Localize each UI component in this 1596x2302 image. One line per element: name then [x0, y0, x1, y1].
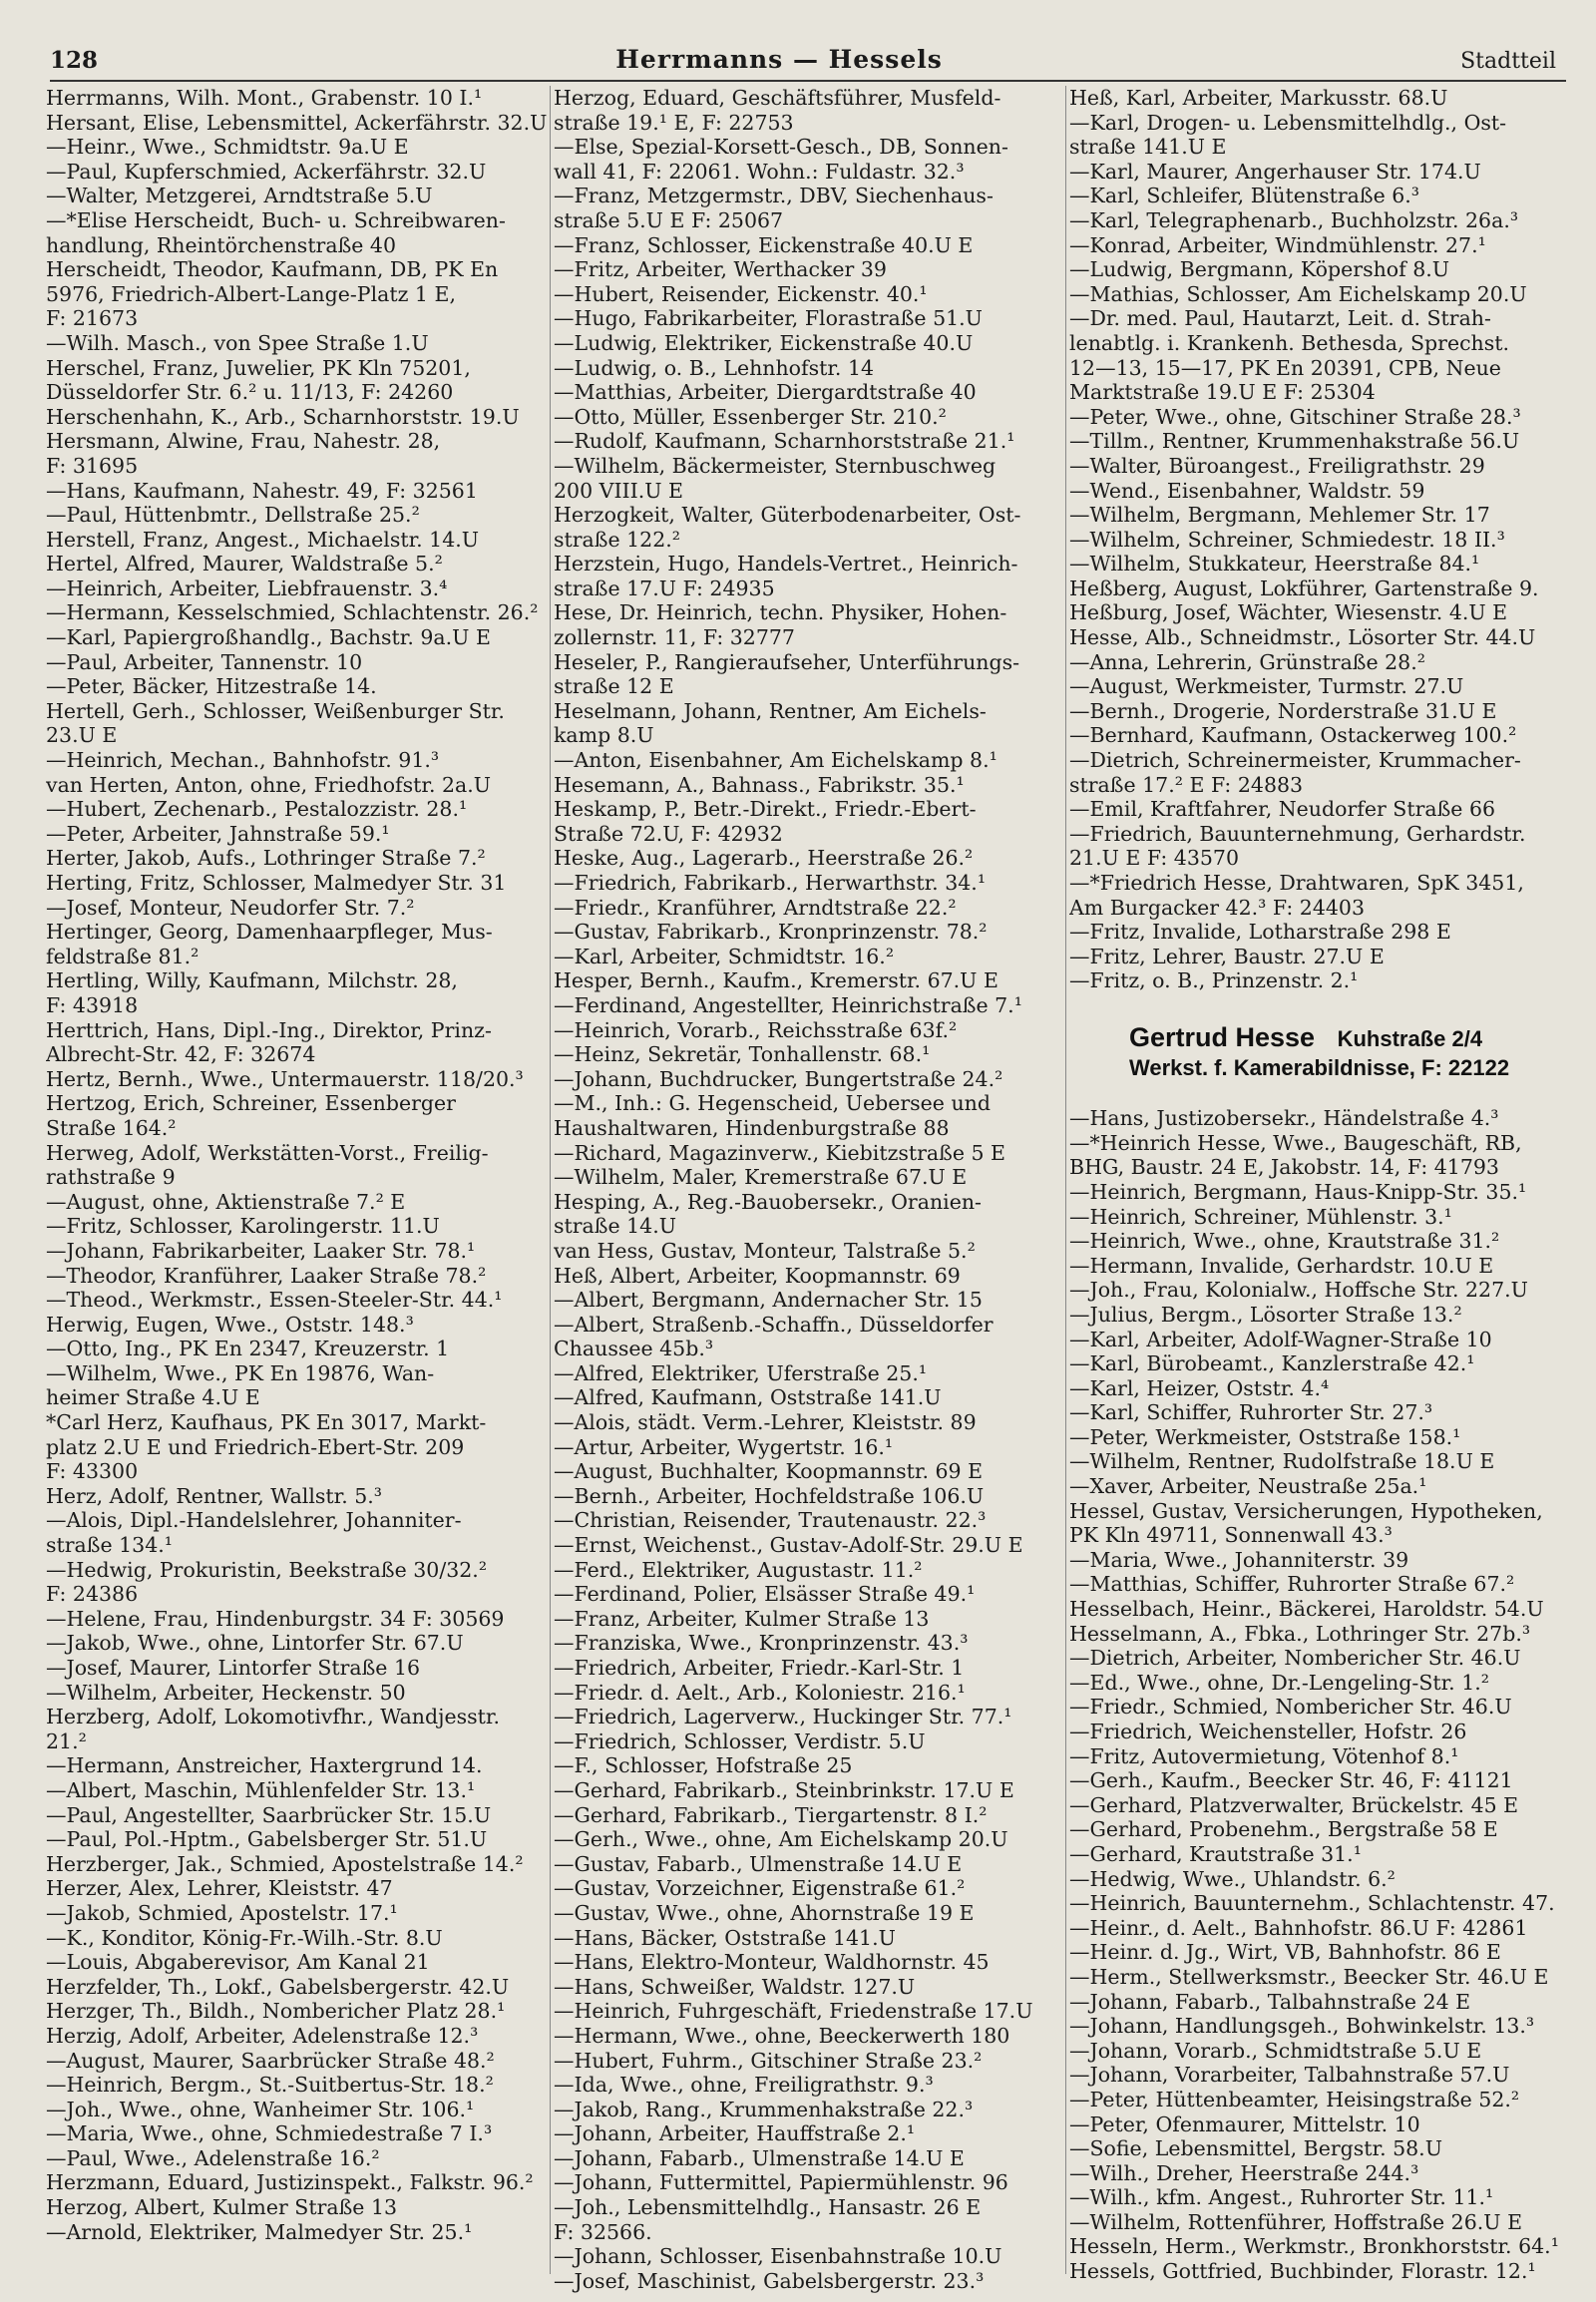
- directory-line: —Ferd., Elektriker, Augustastr. 11.²: [554, 1557, 923, 1582]
- directory-line: —M., Inh.: G. Hegenscheid, Uebersee und: [554, 1091, 991, 1116]
- directory-line: —Heinr., Wwe., Schmidtstr. 9a.U E: [46, 135, 409, 160]
- directory-line: Heseler, P., Rangieraufseher, Unterführungs-: [554, 649, 1020, 674]
- directory-line: 12—13, 15—17, PK En 20391, CPB, Neue: [1069, 355, 1501, 380]
- directory-line: Heßburg, Josef, Wächter, Wiesenstr. 4.U E: [1069, 600, 1508, 625]
- directory-line: —Hans, Justizobersekr., Händelstraße 4.³: [1069, 1106, 1499, 1131]
- directory-line: Am Burgacker 42.³ F: 24403: [1069, 895, 1365, 920]
- directory-line: straße 141.U E: [1069, 135, 1227, 160]
- directory-line: —Friedrich, Lagerverw., Huckinger Str. 77.¹: [554, 1705, 1012, 1729]
- directory-line: —August, Werkmeister, Turmstr. 27.U: [1069, 674, 1464, 699]
- directory-line: straße 5.U E F: 25067: [554, 207, 784, 232]
- directory-line: —Johann, Fabarb., Talbahnstraße 24 E: [1069, 1989, 1471, 2014]
- directory-line: —Heinr. d. Jg., Wirt, VB, Bahnhofstr. 86 E: [1069, 1940, 1501, 1965]
- directory-line: Albrecht-Str. 42, F: 32674: [46, 1042, 316, 1067]
- directory-line: Hersmann, Alwine, Frau, Nahestr. 28,: [46, 429, 441, 454]
- directory-line: —Wilh. Masch., von Spee Straße 1.U: [46, 330, 429, 355]
- directory-line: —Paul, Pol.-Hptm., Gabelsberger Str. 51.U: [46, 1827, 488, 1852]
- directory-line: straße 17.² E F: 24883: [1069, 772, 1304, 797]
- column-middle: [554, 86, 1062, 2293]
- directory-line: Hertel, Alfred, Maurer, Waldstraße 5.²: [46, 552, 443, 576]
- directory-line: —Jakob, Wwe., ohne, Lintorfer Str. 67.U: [46, 1631, 464, 1656]
- directory-line: —Heinrich, Arbeiter, Liebfrauenstr. 3.⁴: [46, 576, 448, 600]
- column-divider: [550, 86, 551, 2274]
- directory-line: straße 134.¹: [46, 1533, 173, 1558]
- directory-line: —Hans, Schweißer, Waldstr. 127.U: [554, 1974, 916, 1999]
- directory-line: Herttrich, Hans, Dipl.-Ing., Direktor, Prinz-: [46, 1017, 492, 1042]
- directory-line: —Joh., Lebensmittelhdlg., Hansastr. 26 E: [554, 2195, 982, 2220]
- directory-line: —*Elise Herscheidt, Buch- u. Schreibwaren-: [46, 207, 506, 232]
- directory-line: —August, ohne, Aktienstraße 7.² E: [46, 1189, 406, 1214]
- directory-line: —Johann, Fabarb., Ulmenstraße 14.U E: [554, 2145, 965, 2170]
- directory-line: —Gerhard, Fabrikarb., Tiergartenstr. 8 I.²: [554, 1802, 988, 1827]
- directory-line: —Christian, Reisender, Trautenaustr. 22.³: [554, 1508, 987, 1533]
- directory-line: Hertling, Willy, Kaufmann, Milchstr. 28,: [46, 968, 458, 993]
- column-right: [1069, 86, 1588, 2284]
- directory-line: Hertz, Bernh., Wwe., Untermauerstr. 118/20.³: [46, 1066, 524, 1091]
- directory-line: —Anna, Lehrerin, Grünstraße 28.²: [1069, 649, 1425, 674]
- directory-line: —Ludwig, Elektriker, Eickenstraße 40.U: [554, 330, 974, 355]
- directory-line: —Franziska, Wwe., Kronprinzenstr. 43.³: [554, 1631, 969, 1656]
- directory-line: —Wilhelm, Wwe., PK En 19876, Wan-: [46, 1360, 435, 1385]
- header-rule: [50, 80, 1566, 82]
- directory-line: —Walter, Metzgerei, Arndtstraße 5.U: [46, 184, 433, 208]
- directory-line: —Xaver, Arbeiter, Neustraße 25a.¹: [1069, 1474, 1427, 1499]
- directory-line: PK Kln 49711, Sonnenwall 43.³: [1069, 1523, 1393, 1548]
- directory-line: —Friedrich, Weichensteller, Hofstr. 26: [1069, 1720, 1467, 1743]
- directory-line: 21.U E F: 43570: [1069, 846, 1240, 871]
- directory-line: Herzger, Th., Bildh., Nombericher Platz 28.¹: [46, 1999, 506, 2024]
- directory-line: Straße 72.U, F: 42932: [554, 821, 783, 846]
- section-label: Stadtteil: [1460, 49, 1556, 74]
- directory-line: handlung, Rheintörchenstraße 40: [46, 232, 397, 257]
- directory-line: —Alfred, Elektriker, Uferstraße 25.¹: [554, 1360, 928, 1385]
- directory-line: —Ferdinand, Angestellter, Heinrichstraße 7.¹: [554, 992, 1022, 1017]
- directory-line: —Mathias, Schlosser, Am Eichelskamp 20.U: [1069, 281, 1527, 306]
- column-divider: [1065, 86, 1066, 2274]
- directory-line: —Herm., Stellwerksmstr., Beecker Str. 46.U E: [1069, 1964, 1549, 1989]
- directory-line: —Paul, Wwe., Adelenstraße 16.²: [46, 2145, 380, 2170]
- directory-line: —Karl, Schleifer, Blütenstraße 6.³: [1069, 184, 1419, 208]
- directory-line: —Gerhard, Fabrikarb., Steinbrinkstr. 17.U E: [554, 1777, 1014, 1802]
- directory-line: —Ludwig, o. B., Lehnhofstr. 14: [554, 355, 875, 380]
- directory-line: Herzberger, Jak., Schmied, Apostelstraße 14.²: [46, 1851, 524, 1876]
- directory-line: —Otto, Müller, Essenberger Str. 210.²: [554, 404, 947, 429]
- directory-line: 21.²: [46, 1728, 87, 1753]
- directory-line: Straße 164.²: [46, 1115, 177, 1140]
- directory-line: feldstraße 81.²: [46, 944, 200, 968]
- directory-line: —Fritz, Lehrer, Baustr. 27.U E: [1069, 944, 1385, 968]
- directory-line: —Josef, Maurer, Lintorfer Straße 16: [46, 1656, 421, 1680]
- directory-line: —Peter, Wwe., ohne, Gitschiner Straße 28.³: [1069, 404, 1521, 429]
- directory-line: Herting, Fritz, Schlosser, Malmedyer Str. 31: [46, 871, 507, 895]
- directory-line: —Wilhelm, Stukkateur, Heerstraße 84.¹: [1069, 552, 1480, 576]
- directory-line: —Fritz, Invalide, Lotharstraße 298 E: [1069, 920, 1451, 945]
- directory-line: —Gerhard, Platzverwalter, Brückelstr. 45 E: [1069, 1792, 1519, 1817]
- directory-line: Herzog, Albert, Kulmer Straße 13: [46, 2195, 398, 2220]
- directory-line: —Helene, Frau, Hindenburgstr. 34 F: 30569: [46, 1606, 505, 1631]
- directory-line: —Karl, Telegraphenarb., Buchholzstr. 26a.³: [1069, 207, 1519, 232]
- directory-line: Herzer, Alex, Lehrer, Kleiststr. 47: [46, 1876, 393, 1901]
- directory-line: —Rudolf, Kaufmann, Scharnhorststraße 21.¹: [554, 429, 1015, 454]
- directory-line: —Alois, städt. Verm.-Lehrer, Kleiststr. 89: [554, 1410, 977, 1435]
- directory-line: —Karl, Papiergroßhandlg., Bachstr. 9a.U E: [46, 625, 491, 650]
- directory-line: kamp 8.U: [554, 723, 654, 748]
- directory-line: —Josef, Maschinist, Gabelsbergerstr. 23.³: [554, 2268, 985, 2293]
- directory-line: Herstell, Franz, Angest., Michaelstr. 14.U: [46, 527, 480, 552]
- directory-line: —Paul, Kupferschmied, Ackerfährstr. 32.U: [46, 159, 487, 184]
- directory-line: —Friedr., Kranführer, Arndtstraße 22.²: [554, 895, 957, 920]
- directory-line: —Johann, Schlosser, Eisenbahnstraße 10.U: [554, 2244, 1002, 2269]
- directory-line: —Albert, Maschin, Mühlenfelder Str. 13.¹: [46, 1777, 476, 1802]
- directory-line: Chaussee 45b.³: [554, 1337, 714, 1361]
- directory-line: —Wilhelm, Bergmann, Mehlemer Str. 17: [1069, 503, 1490, 528]
- directory-line: —Heinrich, Wwe., ohne, Krautstraße 31.²: [1069, 1229, 1500, 1254]
- directory-line: —Franz, Schlosser, Eickenstraße 40.U E: [554, 232, 974, 257]
- directory-line: —Gerhard, Probenehm., Bergstraße 58 E: [1069, 1817, 1498, 1842]
- directory-line: —Albert, Bergmann, Andernacher Str. 15: [554, 1288, 983, 1313]
- directory-line: —Johann, Buchdrucker, Bungertstraße 24.²: [554, 1066, 1003, 1091]
- directory-line: —Karl, Arbeiter, Schmidtstr. 16.²: [554, 944, 895, 968]
- directory-line: Hertell, Gerh., Schlosser, Weißenburger Str.: [46, 698, 505, 723]
- directory-line: —Gustav, Fabrikarb., Kronprinzenstr. 78.²: [554, 920, 988, 945]
- directory-line: F: 43300: [46, 1459, 139, 1484]
- directory-line: —Ed., Wwe., ohne, Dr.-Lengeling-Str. 1.²: [1069, 1670, 1489, 1695]
- directory-line: —Johann, Vorarbeiter, Talbahnstraße 57.U: [1069, 2063, 1510, 2088]
- directory-line: —Arnold, Elektriker, Malmedyer Str. 25.¹: [46, 2219, 473, 2244]
- directory-line: lenabtlg. i. Krankenh. Bethesda, Sprechst.: [1069, 330, 1510, 355]
- directory-line: —Heinrich, Vorarb., Reichsstraße 63f.²: [554, 1017, 958, 1042]
- directory-line: Herschenhahn, K., Arb., Scharnhorststr. 19.U: [46, 404, 520, 429]
- directory-line: —Heinrich, Bergmann, Haus-Knipp-Str. 35.¹: [1069, 1179, 1527, 1204]
- directory-line: straße 122.²: [554, 527, 680, 552]
- directory-line: —Karl, Arbeiter, Adolf-Wagner-Straße 10: [1069, 1327, 1492, 1351]
- directory-line: —Wilhelm, Rottenführer, Hoffstraße 26.U E: [1069, 2209, 1523, 2234]
- directory-line: —Heinr., d. Aelt., Bahnhofstr. 86.U F: 42861: [1069, 1915, 1528, 1940]
- directory-line: —Fritz, Schlosser, Karolingerstr. 11.U: [46, 1214, 440, 1239]
- directory-line: —Hermann, Wwe., ohne, Beeckerwerth 180: [554, 2023, 1010, 2048]
- advertisement-box: [1129, 1021, 1588, 1080]
- directory-line: van Hess, Gustav, Monteur, Talstraße 5.²: [554, 1238, 976, 1263]
- directory-line: Herweg, Adolf, Werkstätten-Vorst., Freilig-: [46, 1140, 489, 1165]
- directory-line: —Richard, Magazinverw., Kiebitzstraße 5 E: [554, 1140, 1006, 1165]
- column-right-upper: [1069, 86, 1588, 993]
- directory-line: —Albert, Straßenb.-Schaffn., Düsseldorfer: [554, 1312, 994, 1337]
- directory-line: Hesper, Bernh., Kaufm., Kremerstr. 67.U E: [554, 968, 998, 993]
- directory-line: —*Heinrich Hesse, Wwe., Baugeschäft, RB,: [1069, 1130, 1522, 1155]
- directory-line: —Johann, Vorarb., Schmidtstraße 5.U E: [1069, 2038, 1482, 2063]
- directory-line: —Gerh., Kaufm., Beecker Str. 46, F: 41121: [1069, 1768, 1513, 1793]
- directory-line: —Paul, Hüttenbmtr., Dellstraße 25.²: [46, 503, 420, 528]
- directory-line: Hesemann, A., Bahnass., Fabrikstr. 35.¹: [554, 772, 965, 797]
- directory-line: —Fritz, Autovermietung, Vötenhof 8.¹: [1069, 1743, 1459, 1768]
- directory-line: —Johann, Futtermittel, Papiermühlenstr. 96: [554, 2170, 1008, 2195]
- directory-line: —Dietrich, Arbeiter, Nombericher Str. 46.U: [1069, 1646, 1521, 1671]
- directory-line: Hesselmann, A., Fbka., Lothringer Str. 27b.³: [1069, 1621, 1531, 1646]
- directory-line: straße 17.U F: 24935: [554, 576, 775, 600]
- directory-line: —Karl, Drogen- u. Lebensmittelhdlg., Ost-: [1069, 110, 1507, 135]
- directory-line: straße 19.¹ E, F: 22753: [554, 110, 794, 135]
- directory-line: Herter, Jakob, Aufs., Lothringer Straße 7.²: [46, 846, 486, 871]
- directory-line: —Wilhelm, Arbeiter, Heckenstr. 50: [46, 1680, 406, 1705]
- directory-line: —Franz, Metzgermstr., DBV, Siechenhaus-: [554, 184, 994, 208]
- directory-line: —Karl, Maurer, Angerhauser Str. 174.U: [1069, 159, 1481, 184]
- directory-line: Hessel, Gustav, Versicherungen, Hypotheken,: [1069, 1498, 1543, 1523]
- directory-line: —Karl, Bürobeamt., Kanzlerstraße 42.¹: [1069, 1351, 1475, 1376]
- directory-line: —Fritz, Arbeiter, Werthacker 39: [554, 257, 887, 282]
- directory-line: Heß, Karl, Arbeiter, Markusstr. 68.U: [1069, 86, 1448, 110]
- directory-line: —Hans, Kaufmann, Nahestr. 49, F: 32561: [46, 478, 478, 503]
- directory-line: —Ernst, Weichenst., Gustav-Adolf-Str. 29.U E: [554, 1533, 1023, 1558]
- directory-line: —Theodor, Kranführer, Laaker Straße 78.²: [46, 1263, 487, 1288]
- directory-line: —Anton, Eisenbahner, Am Eichelskamp 8.¹: [554, 748, 998, 773]
- directory-line: —Joh., Frau, Kolonialw., Hoffsche Str. 227.U: [1069, 1278, 1528, 1303]
- directory-line: —Wilhelm, Bäckermeister, Sternbuschweg: [554, 453, 997, 478]
- directory-line: rathstraße 9: [46, 1165, 176, 1190]
- directory-line: —Hermann, Invalide, Gerhardstr. 10.U E: [1069, 1253, 1494, 1278]
- directory-line: straße 14.U: [554, 1214, 676, 1239]
- directory-line: —Paul, Arbeiter, Tannenstr. 10: [46, 649, 363, 674]
- directory-line: —Johann, Handlungsgeh., Bohwinkelstr. 13.³: [1069, 2014, 1535, 2039]
- directory-line: Haushaltwaren, Hindenburgstraße 88: [554, 1115, 950, 1140]
- directory-line: BHG, Baustr. 24 E, Jakobstr. 14, F: 41793: [1069, 1155, 1499, 1180]
- directory-line: —Peter, Ofenmaurer, Mittelstr. 10: [1069, 2111, 1420, 2136]
- directory-line: —Bernh., Arbeiter, Hochfeldstraße 106.U: [554, 1483, 985, 1508]
- directory-line: —Heinz, Sekretär, Tonhallenstr. 68.¹: [554, 1042, 931, 1067]
- directory-line: Herzfelder, Th., Lokf., Gabelsbergerstr. 42.U: [46, 1974, 510, 1999]
- directory-line: Hesse, Alb., Schneidmstr., Lösorter Str. 44.U: [1069, 625, 1536, 650]
- directory-line: Herschel, Franz, Juwelier, PK Kln 75201,: [46, 355, 471, 380]
- directory-line: Herrmanns, Wilh. Mont., Grabenstr. 10 I.¹: [46, 86, 483, 110]
- directory-line: —Dietrich, Schreinermeister, Krummacher-: [1069, 748, 1521, 773]
- directory-line: —Fritz, o. B., Prinzenstr. 2.¹: [1069, 968, 1359, 993]
- directory-line: —Matthias, Schiffer, Ruhrorter Straße 67.²: [1069, 1572, 1515, 1597]
- directory-line: —Maria, Wwe., ohne, Schmiedestraße 7 I.³: [46, 2121, 493, 2146]
- directory-line: —August, Buchhalter, Koopmannstr. 69 E: [554, 1459, 984, 1484]
- directory-line: —Maria, Wwe., Johanniterstr. 39: [1069, 1547, 1409, 1572]
- directory-line: Herzstein, Hugo, Handels-Vertret., Heinrich-: [554, 552, 1018, 576]
- directory-line: —Tillm., Rentner, Krummenhakstraße 56.U: [1069, 429, 1520, 454]
- directory-line: —Hans, Bäcker, Oststraße 141.U: [554, 1925, 896, 1950]
- directory-line: —Ida, Wwe., ohne, Freiligrathstr. 9.³: [554, 2073, 934, 2098]
- directory-line: straße 12 E: [554, 674, 674, 699]
- ad-tagline: Werkst. f. Kamerabildnisse, F: 22122: [1129, 1054, 1510, 1080]
- directory-line: —Peter, Werkmeister, Oststraße 158.¹: [1069, 1424, 1461, 1449]
- directory-line: —Bernhard, Kaufmann, Ostackerweg 100.²: [1069, 723, 1517, 748]
- directory-line: —Artur, Arbeiter, Wygertstr. 16.¹: [554, 1434, 894, 1459]
- directory-line: —Friedrich, Arbeiter, Friedr.-Karl-Str. 1: [554, 1656, 965, 1680]
- directory-line: —Heinrich, Fuhrgeschäft, Friedenstraße 17.U: [554, 1999, 1033, 2024]
- directory-line: —Hubert, Zechenarb., Pestalozzistr. 28.¹: [46, 797, 468, 822]
- directory-line: 5976, Friedrich-Albert-Lange-Platz 1 E,: [46, 281, 456, 306]
- directory-line: —Johann, Fabrikarbeiter, Laaker Str. 78.¹: [46, 1238, 476, 1263]
- directory-line: —Alfred, Kaufmann, Oststraße 141.U: [554, 1385, 942, 1410]
- directory-line: —Theod., Werkmstr., Essen-Steeler-Str. 44.¹: [46, 1288, 503, 1313]
- directory-line: Heskamp, P., Betr.-Direkt., Friedr.-Ebert-: [554, 797, 977, 822]
- directory-line: F: 31695: [46, 453, 139, 478]
- directory-line: —Karl, Schiffer, Ruhrorter Str. 27.³: [1069, 1400, 1433, 1425]
- directory-line: —Matthias, Arbeiter, Diergardtstraße 40: [554, 380, 977, 405]
- directory-line: —Karl, Heizer, Oststr. 4.⁴: [1069, 1375, 1330, 1400]
- directory-line: —Paul, Angestellter, Saarbrücker Str. 15.U: [46, 1802, 492, 1827]
- directory-line: —August, Maurer, Saarbrücker Straße 48.²: [46, 2048, 495, 2073]
- directory-line: Herz, Adolf, Rentner, Wallstr. 5.³: [46, 1483, 383, 1508]
- directory-line: *Carl Herz, Kaufhaus, PK En 3017, Markt-: [46, 1410, 487, 1435]
- directory-line: —Bernh., Drogerie, Norderstraße 31.U E: [1069, 698, 1497, 723]
- directory-line: —Heinrich, Bergm., St.-Suitbertus-Str. 18.²: [46, 2073, 494, 2098]
- directory-line: —Hans, Elektro-Monteur, Waldhornstr. 45: [554, 1950, 990, 1975]
- ad-headline: [1129, 1021, 1588, 1052]
- directory-line: van Herten, Anton, ohne, Friedhofstr. 2a.U: [46, 772, 492, 797]
- directory-line: Herzberg, Adolf, Lokomotivfhr., Wandjesstr.: [46, 1705, 500, 1729]
- page-number: 128: [50, 47, 99, 74]
- directory-line: —Joh., Wwe., ohne, Wanheimer Str. 106.¹: [46, 2097, 475, 2121]
- directory-line: —Heinrich, Bauunternehm., Schlachtenstr. 47.: [1069, 1891, 1555, 1916]
- directory-line: heimer Straße 4.U E: [46, 1385, 260, 1410]
- directory-line: —Friedrich, Bauunternehmung, Gerhardstr.: [1069, 821, 1526, 846]
- directory-line: Herzog, Eduard, Geschäftsführer, Musfeld-: [554, 86, 1001, 110]
- directory-line: —Louis, Abgaberevisor, Am Kanal 21: [46, 1950, 430, 1975]
- directory-line: —Friedrich, Schlosser, Verdistr. 5.U: [554, 1728, 926, 1753]
- directory-line: —Gustav, Vorzeichner, Eigenstraße 61.²: [554, 1876, 966, 1901]
- directory-line: —Julius, Bergm., Lösorter Straße 13.²: [1069, 1302, 1462, 1327]
- directory-line: —Dr. med. Paul, Hautarzt, Leit. d. Strah-: [1069, 306, 1491, 331]
- directory-line: —Josef, Monteur, Neudorfer Str. 7.²: [46, 895, 415, 920]
- ad-address: Kuhstraße 2/4: [1337, 1025, 1483, 1051]
- directory-line: —Jakob, Rang., Krummenhakstraße 22.³: [554, 2097, 974, 2121]
- directory-line: Hertzog, Erich, Schreiner, Essenberger: [46, 1091, 456, 1116]
- directory-line: —Wilh., kfm. Angest., Ruhrorter Str. 11.¹: [1069, 2185, 1494, 2210]
- directory-line: —Heinrich, Schreiner, Mühlenstr. 3.¹: [1069, 1204, 1452, 1229]
- directory-line: Herzig, Adolf, Arbeiter, Adelenstraße 12.³: [46, 2023, 479, 2048]
- directory-line: —Ludwig, Bergmann, Köpershof 8.U: [1069, 257, 1450, 282]
- ad-name: Gertrud Hesse: [1129, 1021, 1316, 1052]
- directory-line: 200 VIII.U E: [554, 478, 684, 503]
- directory-line: Marktstraße 19.U E F: 25304: [1069, 380, 1376, 405]
- directory-line: F: 43918: [46, 992, 139, 1017]
- directory-line: Herscheidt, Theodor, Kaufmann, DB, PK En: [46, 257, 499, 282]
- directory-line: Herzmann, Eduard, Justizinspekt., Falkstr. 96.²: [46, 2170, 534, 2195]
- directory-line: —Else, Spezial-Korsett-Gesch., DB, Sonnen-: [554, 135, 1008, 160]
- directory-line: 23.U E: [46, 723, 118, 748]
- directory-line: —Gerhard, Krautstraße 31.¹: [1069, 1841, 1362, 1866]
- directory-line: Heske, Aug., Lagerarb., Heerstraße 26.²: [554, 846, 974, 871]
- directory-line: —Friedr., Schmied, Nombericher Str. 46.U: [1069, 1695, 1512, 1720]
- directory-line: Hesselbach, Heinr., Bäckerei, Haroldstr. 54.U: [1069, 1597, 1544, 1622]
- directory-line: platz 2.U E und Friedrich-Ebert-Str. 209: [46, 1434, 465, 1459]
- directory-line: Hesseln, Herm., Werkmstr., Bronkhorststr. 64.¹: [1069, 2234, 1559, 2259]
- directory-line: —Gustav, Fabarb., Ulmenstraße 14.U E: [554, 1851, 963, 1876]
- directory-line: wall 41, F: 22061. Wohn.: Fuldastr. 32.³: [554, 159, 965, 184]
- directory-line: —Wilhelm, Schreiner, Schmiedestr. 18 II.³: [1069, 527, 1505, 552]
- directory-line: Hese, Dr. Heinrich, techn. Physiker, Hohen-: [554, 600, 1007, 625]
- directory-line: —Heinrich, Mechan., Bahnhofstr. 91.³: [46, 748, 440, 773]
- directory-line: —Peter, Hüttenbeamter, Heisingstraße 52.²: [1069, 2087, 1520, 2111]
- directory-line: zollernstr. 11, F: 32777: [554, 625, 795, 650]
- directory-line: —*Friedrich Hesse, Drahtwaren, SpK 3451,: [1069, 871, 1524, 895]
- directory-line: Heßberg, August, Lokführer, Gartenstraße 9.: [1069, 576, 1539, 600]
- directory-line: —Friedrich, Fabrikarb., Herwarthstr. 34.¹: [554, 871, 987, 895]
- directory-line: —Gerh., Wwe., ohne, Am Eichelskamp 20.U: [554, 1827, 1008, 1852]
- column-left: [46, 86, 547, 2244]
- directory-line: —Wilhelm, Maler, Kremerstraße 67.U E: [554, 1165, 968, 1190]
- directory-line: Heselmann, Johann, Rentner, Am Eichels-: [554, 698, 987, 723]
- directory-line: F: 32566.: [554, 2219, 652, 2244]
- directory-line: —Peter, Arbeiter, Jahnstraße 59.¹: [46, 821, 390, 846]
- directory-line: Herzogkeit, Walter, Güterbodenarbeiter, Ost-: [554, 503, 1021, 528]
- directory-line: —Gustav, Wwe., ohne, Ahornstraße 19 E: [554, 1900, 975, 1925]
- directory-line: —K., Konditor, König-Fr.-Wilh.-Str. 8.U: [46, 1925, 443, 1950]
- page-header: [50, 40, 1556, 74]
- directory-line: —Hermann, Kesselschmied, Schlachtenstr. 26.²: [46, 600, 539, 625]
- directory-line: —Sofie, Lebensmittel, Bergstr. 58.U: [1069, 2136, 1442, 2161]
- directory-line: F: 21673: [46, 306, 139, 331]
- directory-line: —Wilh., Dreher, Heerstraße 244.³: [1069, 2160, 1419, 2185]
- directory-line: —Friedr. d. Aelt., Arb., Koloniestr. 216.¹: [554, 1680, 966, 1705]
- running-title: Herrmanns — Hessels: [615, 45, 943, 74]
- directory-line: Hesping, A., Reg.-Bauobersekr., Oranien-: [554, 1189, 982, 1214]
- directory-line: Hersant, Elise, Lebensmittel, Ackerfährstr. 32.U: [46, 110, 547, 135]
- directory-line: Hertinger, Georg, Damenhaarpfleger, Mus-: [46, 920, 493, 945]
- column-right-lower: [1069, 1106, 1588, 2284]
- directory-line: —Hedwig, Prokuristin, Beekstraße 30/32.²: [46, 1557, 488, 1582]
- directory-line: —Franz, Arbeiter, Kulmer Straße 13: [554, 1606, 930, 1631]
- directory-line: —Hugo, Fabrikarbeiter, Florastraße 51.U: [554, 306, 983, 331]
- directory-line: —Hubert, Reisender, Eickenstr. 40.¹: [554, 281, 928, 306]
- directory-line: —Wend., Eisenbahner, Waldstr. 59: [1069, 478, 1425, 503]
- directory-line: Herwig, Eugen, Wwe., Oststr. 148.³: [46, 1312, 414, 1337]
- directory-line: —Wilhelm, Rentner, Rudolfstraße 18.U E: [1069, 1449, 1495, 1474]
- directory-line: Heß, Albert, Arbeiter, Koopmannstr. 69: [554, 1263, 961, 1288]
- directory-line: —Konrad, Arbeiter, Windmühlenstr. 27.¹: [1069, 232, 1486, 257]
- directory-line: —Otto, Ing., PK En 2347, Kreuzerstr. 1: [46, 1337, 450, 1361]
- directory-line: —Walter, Büroangest., Freiligrathstr. 29: [1069, 453, 1485, 478]
- directory-line: —Hermann, Anstreicher, Haxtergrund 14.: [46, 1753, 483, 1778]
- directory-line: —Alois, Dipl.-Handelslehrer, Johanniter-: [46, 1508, 462, 1533]
- directory-line: Hessels, Gottfried, Buchbinder, Florastr. 12.¹: [1069, 2259, 1536, 2284]
- directory-line: F: 24386: [46, 1582, 139, 1607]
- directory-line: —Peter, Bäcker, Hitzestraße 14.: [46, 674, 377, 699]
- directory-line: —Emil, Kraftfahrer, Neudorfer Straße 66: [1069, 797, 1496, 822]
- directory-line: —Jakob, Schmied, Apostelstr. 17.¹: [46, 1900, 398, 1925]
- directory-line: —Hedwig, Wwe., Uhlandstr. 6.²: [1069, 1866, 1396, 1891]
- directory-line: —Johann, Arbeiter, Hauffstraße 2.¹: [554, 2121, 916, 2146]
- directory-line: Düsseldorfer Str. 6.² u. 11/13, F: 24260: [46, 380, 454, 405]
- directory-line: —Hubert, Fuhrm., Gitschiner Straße 23.²: [554, 2048, 983, 2073]
- directory-line: —Ferdinand, Polier, Elsässer Straße 49.¹: [554, 1582, 976, 1607]
- directory-line: —F., Schlosser, Hofstraße 25: [554, 1753, 853, 1778]
